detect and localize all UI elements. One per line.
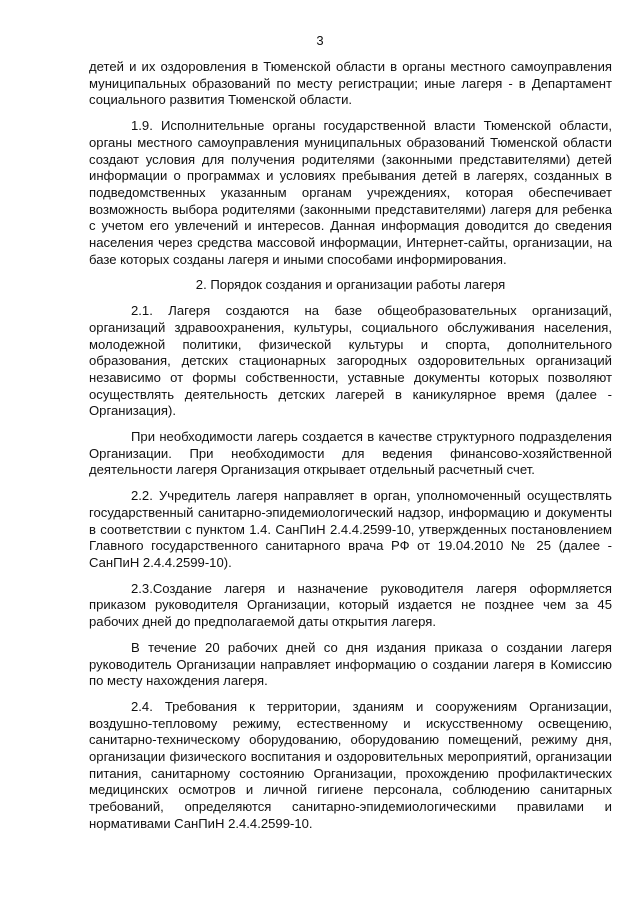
paragraph-2-1-structural: При необходимости лагерь создается в качестве структурного подразделения Организации. При необходимости для ведения финансово-хозяйственной деятельности лагеря Организация открывает отдельный расчетный счет. — [89, 429, 612, 478]
paragraph-2-3-commission: В течение 20 рабочих дней со дня издания приказа о создании лагеря руководитель Организации направляет информацию о создании лагеря в Комиссию по месту нахождения лагеря. — [89, 639, 612, 689]
section-2-title: 2. Порядок создания и организации работы лагеря — [195, 277, 506, 293]
document-body — [89, 59, 612, 842]
paragraph-continuation: детей и их оздоровления в Тюменской области в органы местного самоуправления муниципальных образований по месту регистрации; иные лагеря - в Департамент социального развития Тюменской области. — [89, 59, 612, 108]
paragraph-2-3: 2.3.Создание лагеря и назначение руководителя лагеря оформляется приказом руководителя Организации, который издается не позднее чем за 45 рабочих дней до предполагаемой даты открытия лагеря. — [89, 580, 612, 630]
paragraph-2-4: 2.4. Требования к территории, зданиям и сооружениям Организации, воздушно-тепловому режиму, естественному и искусственному освещению, санитарно-техническому оборудованию, оборудованию помещений, режиму дня, организации физического воспитания и оздоровительных мероприятий, организации питания, санитарному состоянию Организации, прохождению профилактических медицинских осмотров и личной гигиене персонала, соблюдению санитарных требований, определяются санитарно-эпидемиологическими правилами и нормативами СанПиН 2.4.4.2599-10. — [89, 698, 612, 831]
paragraph-1-9: 1.9. Исполнительные органы государственной власти Тюменской области, органы местного самоуправления муниципальных образований Тюменской области создают условия для получения родителями (законными представителями) детей информации о программах и условиях пребывания детей в лагерях, созданных в подведомственных указанным органам учреждениях, которая обеспечивает возможность выбора родителями (законными представителями) лагеря для ребенка с учетом его увлечений и интересов. Данная информация доводится до сведения населения через средства массовой информации, Интернет-сайты, организации, на базе которых созданы лагеря и иными способами информирования. — [89, 118, 612, 267]
paragraph-2-2: 2.2. Учредитель лагеря направляет в орган, уполномоченный осуществлять государственный санитарно-эпидемиологический надзор, информацию и документы в соответствии с пунктом 1.4. СанПиН 2.4.4.2599-10, утвержденных постановлением Главного государственного санитарного врача РФ от 19.04.2010 № 25 (далее - СанПиН 2.4.4.2599-10). — [89, 488, 612, 570]
paragraph-2-1: 2.1. Лагеря создаются на базе общеобразовательных организаций, организаций здравоохранения, культуры, социального обслуживания населения, молодежной политики, физической культуры и спорта, дополнительного образования, детских стационарных загородных оздоровительных организаций независимо от формы собственности, уставные документы которых позволяют осуществлять деятельность детских лагерей в каникулярное время (далее - Организация). — [89, 303, 612, 419]
page-number: 3 — [316, 33, 324, 48]
